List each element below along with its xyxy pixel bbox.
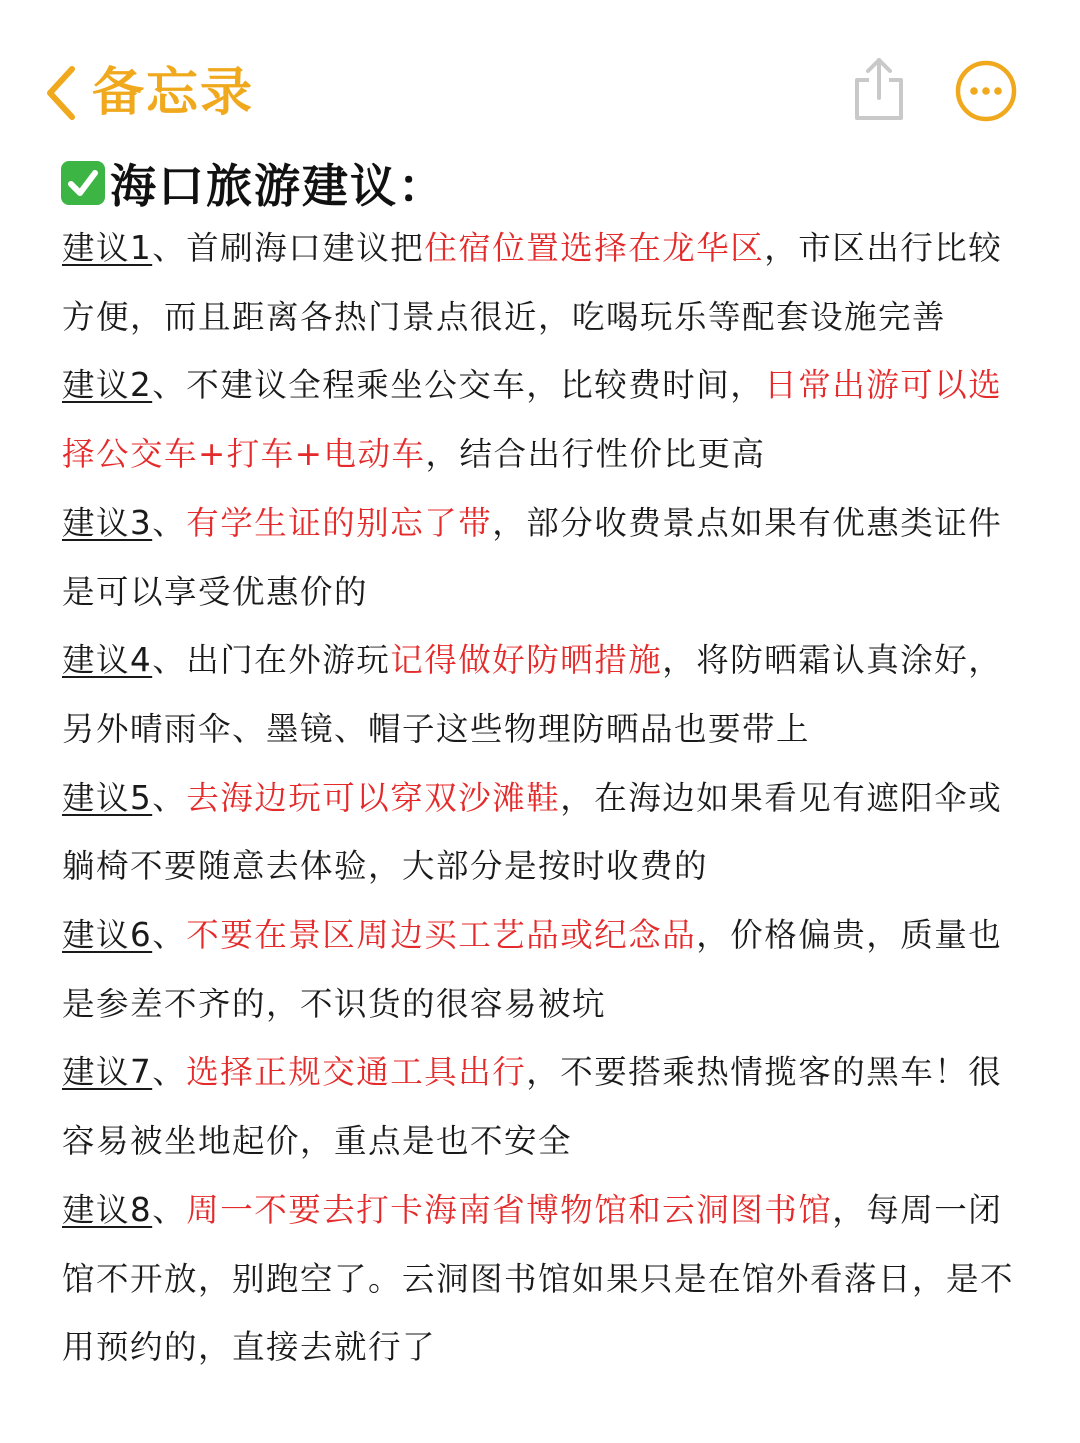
tip-separator: 、 bbox=[152, 916, 187, 955]
tip-paragraph bbox=[62, 901, 1022, 1038]
tip-label: 建议1 bbox=[62, 229, 153, 267]
tip-label: 建议5 bbox=[62, 778, 153, 817]
tip-separator: 、 bbox=[152, 641, 187, 680]
tip-separator: 、 bbox=[152, 778, 187, 817]
tip-paragraph bbox=[62, 1176, 1022, 1382]
tip-paragraph bbox=[62, 764, 1022, 901]
tip-label: 建议8 bbox=[62, 1190, 153, 1229]
tip-highlight-text: 住宿位置选择在龙华区 bbox=[424, 229, 765, 267]
more-icon bbox=[955, 60, 1017, 122]
tip-paragraph bbox=[62, 214, 1022, 351]
tip-label: 建议2 bbox=[62, 366, 153, 405]
tip-paragraph bbox=[62, 1038, 1022, 1175]
tip-label: 建议7 bbox=[62, 1053, 153, 1092]
tip-label: 建议4 bbox=[62, 641, 153, 680]
tip-paragraph bbox=[62, 351, 1022, 488]
tip-text: ，不要搭乘热情揽客的黑车！很容易被坐地起价，重点是也不安全 bbox=[62, 1053, 1003, 1161]
back-label: 备忘录 bbox=[92, 63, 255, 123]
tip-text: 出门在外游玩 bbox=[186, 641, 391, 680]
back-button[interactable] bbox=[44, 60, 254, 126]
tip-highlight-text: 日常出游可以选择公交车+打车+电动车 bbox=[62, 366, 1003, 474]
tip-text: ，部分收费景点如果有优惠类证件是可以享受优惠价的 bbox=[62, 503, 1003, 611]
note-title-row bbox=[60, 150, 446, 216]
tip-text: 首刷海口建议把 bbox=[186, 229, 425, 267]
tip-text: ，在海边如果看见有遮阳伞或躺椅不要随意去体验，大部分是按时收费的 bbox=[62, 778, 1003, 886]
tip-text: ，结合出行性价比更高 bbox=[425, 435, 766, 474]
tip-label: 建议6 bbox=[62, 916, 153, 955]
navigation-bar bbox=[0, 0, 1080, 150]
check-mark-icon bbox=[60, 160, 106, 206]
tip-highlight-text: 不要在景区周边买工艺品或纪念品 bbox=[186, 916, 697, 955]
note-title: 海口旅游建议： bbox=[110, 159, 446, 213]
tip-label: 建议3 bbox=[62, 503, 153, 542]
tip-paragraph bbox=[62, 489, 1022, 626]
tip-highlight-text: 选择正规交通工具出行 bbox=[186, 1053, 527, 1092]
tip-text: 不建议全程乘坐公交车，比较费时间， bbox=[186, 366, 765, 405]
tip-separator: 、 bbox=[152, 1190, 187, 1229]
tip-separator: 、 bbox=[152, 503, 187, 542]
more-button[interactable] bbox=[955, 60, 1017, 122]
chevron-left-icon bbox=[44, 65, 78, 121]
tip-text: ，价格偏贵，质量也是参差不齐的，不识货的很容易被坑 bbox=[62, 916, 1003, 1023]
tip-separator: 、 bbox=[152, 1053, 187, 1092]
tip-text: ，将防晒霜认真涂好，另外晴雨伞、墨镜、帽子这些物理防晒品也要带上 bbox=[62, 641, 1003, 748]
tip-text: ，每周一闭馆不开放，别跑空了。云洞图书馆如果只是在馆外看落日，是不用预约的，直接去就行了 bbox=[62, 1190, 1015, 1367]
note-body bbox=[62, 214, 1022, 1382]
tip-highlight-text: 周一不要去打卡海南省博物馆和云洞图书馆 bbox=[186, 1190, 833, 1229]
tip-separator: 、 bbox=[152, 366, 187, 405]
tip-highlight-text: 记得做好防晒措施 bbox=[390, 641, 663, 680]
share-icon bbox=[852, 56, 906, 122]
tip-paragraph bbox=[62, 626, 1022, 763]
tip-text: ，市区出行比较方便，而且距离各热门景点很近，吃喝玩乐等配套设施完善 bbox=[62, 229, 1003, 336]
tip-highlight-text: 有学生证的别忘了带 bbox=[186, 503, 493, 542]
tip-separator: 、 bbox=[152, 229, 187, 267]
share-button[interactable] bbox=[852, 56, 906, 122]
tip-highlight-text: 去海边玩可以穿双沙滩鞋 bbox=[186, 778, 561, 817]
